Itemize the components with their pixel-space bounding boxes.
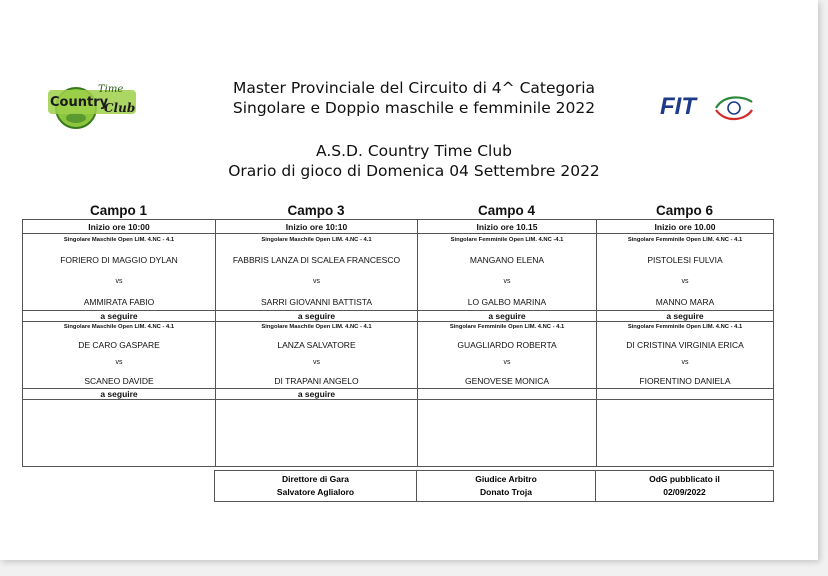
match-cell <box>597 322 774 389</box>
court-1-heading: Campo 1 <box>89 203 147 218</box>
match-category: Singolare Femminile Open LIM. 4.NC -4.1 <box>450 237 564 243</box>
a-seguire: a seguire <box>23 389 216 400</box>
svg-text:Country: Country <box>50 95 109 110</box>
versus: vs <box>115 277 123 285</box>
match-cell <box>418 322 597 389</box>
versus: vs <box>681 359 689 367</box>
versus: vs <box>503 359 511 367</box>
title-line-2: Singolare e Doppio maschile e femminile 2022 <box>232 99 596 117</box>
match-cell <box>23 234 216 311</box>
published-cell <box>596 471 774 502</box>
title-line-1: Master Provinciale del Circuito di 4^ Categoria <box>232 79 596 97</box>
a-seguire: a seguire <box>418 311 597 322</box>
svg-text:Time: Time <box>98 84 124 95</box>
versus: vs <box>313 277 320 285</box>
versus: vs <box>503 277 511 285</box>
player-2: SARRI GIOVANNI BATTISTA <box>261 296 372 307</box>
svg-text:Club: Club <box>104 101 136 115</box>
player-1: FABBRIS LANZA DI SCALEA FRANCESCO <box>232 255 401 266</box>
a-seguire <box>597 389 774 400</box>
a-seguire: a seguire <box>216 389 418 400</box>
referee-title: Giudice Arbitro <box>475 474 537 484</box>
match-cell <box>216 234 418 311</box>
match-category: Singolare Maschile Open LIM. 4.NC - 4.1 <box>261 324 372 330</box>
player-1: DE CARO GASPARE <box>78 339 160 350</box>
player-2: MANNO MARA <box>655 296 715 307</box>
empty-cell <box>216 400 418 467</box>
match-cell <box>23 322 216 389</box>
match-category: Singolare Maschile Open LIM. 4.NC - 4.1 <box>261 237 372 243</box>
match-category: Singolare Maschile Open LIM. 4.NC - 4.1 <box>63 237 175 243</box>
empty-cell <box>23 400 216 467</box>
referee-cell <box>417 471 596 502</box>
start-time: Inizio ore 10.00 <box>597 220 774 234</box>
race-director-name: Salvatore Aglialoro <box>276 487 355 497</box>
court-4-heading: Campo 4 <box>477 203 535 218</box>
start-time: Inizio ore 10.15 <box>418 220 597 234</box>
player-2: LO GALBO MARINA <box>467 296 547 307</box>
race-director-title: Direttore di Gara <box>281 474 350 484</box>
match-1-row <box>23 234 774 311</box>
start-time: Inizio ore 10:00 <box>23 220 216 234</box>
match-category: Singolare Femminile Open LIM. 4.NC - 4.1 <box>627 237 743 243</box>
player-2: SCANEO DAVIDE <box>84 375 154 386</box>
versus: vs <box>681 277 689 285</box>
svg-text:FIT: FIT <box>660 93 696 120</box>
player-1: FORIERO DI MAGGIO DYLAN <box>60 255 178 266</box>
published-title: OdG pubblicato il <box>649 474 720 484</box>
court-6-heading: Campo 6 <box>655 203 713 218</box>
match-category: Singolare Femminile Open LIM. 4.NC - 4.1 <box>627 324 743 330</box>
player-2: FIORENTINO DANIELA <box>639 375 731 386</box>
empty-cell <box>418 400 597 467</box>
player-1: GUAGLIARDO ROBERTA <box>457 339 557 350</box>
match-2-row <box>23 322 774 389</box>
versus: vs <box>115 359 123 367</box>
player-1: LANZA SALVATORE <box>277 339 356 350</box>
player-1: MANGANO ELENA <box>469 255 545 266</box>
published-date: 02/09/2022 <box>663 487 706 497</box>
match-category: Singolare Femminile Open LIM. 4.NC - 4.1 <box>449 324 565 330</box>
match-cell <box>216 322 418 389</box>
court-3-heading: Campo 3 <box>287 203 345 218</box>
player-1: PISTOLESI FULVIA <box>647 255 723 266</box>
a-seguire: a seguire <box>23 311 216 322</box>
empty-row <box>23 400 774 467</box>
club-name: A.S.D. Country Time Club <box>316 142 512 160</box>
match-category: Singolare Maschile Open LIM. 4.NC - 4.1 <box>63 324 175 330</box>
a-seguire <box>418 389 597 400</box>
a-seguire-row-2 <box>23 389 774 400</box>
empty-cell <box>597 400 774 467</box>
schedule-table <box>22 219 774 467</box>
match-cell <box>597 234 774 311</box>
schedule-date: Orario di gioco di Domenica 04 Settembre 2022 <box>228 162 600 180</box>
match-cell <box>418 234 597 311</box>
player-2: GENOVESE MONICA <box>464 375 550 386</box>
a-seguire-row-1 <box>23 311 774 322</box>
versus: vs <box>313 359 320 367</box>
referee-name: Donato Troja <box>480 487 532 497</box>
a-seguire: a seguire <box>597 311 774 322</box>
player-1: DI CRISTINA VIRGINIA ERICA <box>626 339 744 350</box>
start-time: Inizio ore 10:10 <box>216 220 418 234</box>
a-seguire: a seguire <box>216 311 418 322</box>
race-director-cell <box>215 471 417 502</box>
officials-table <box>214 470 774 502</box>
start-time-row <box>23 220 774 234</box>
player-2: DI TRAPANI ANGELO <box>274 375 359 386</box>
player-2: AMMIRATA FABIO <box>83 296 155 307</box>
